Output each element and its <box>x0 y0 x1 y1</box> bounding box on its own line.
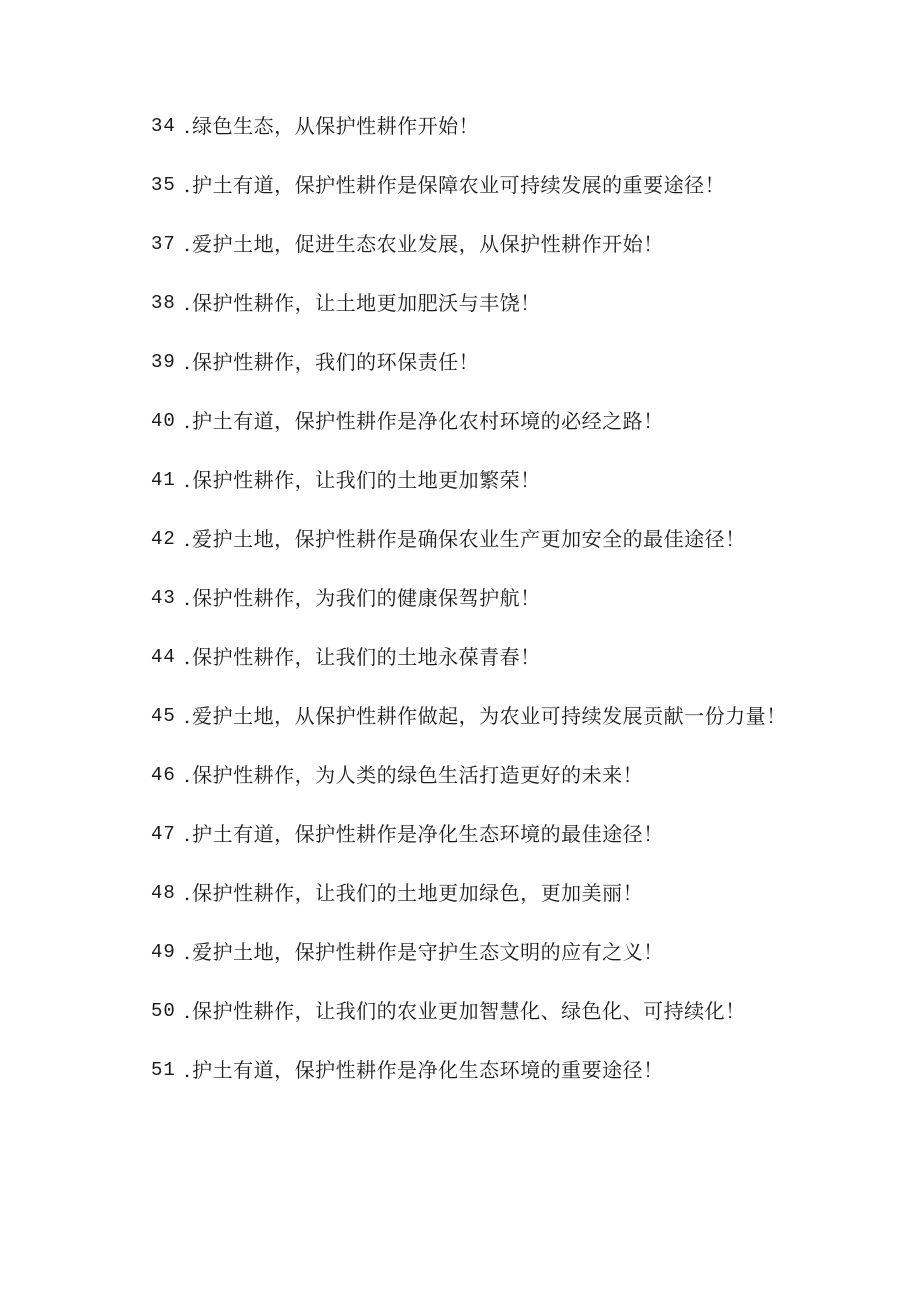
item-number: 39 <box>151 351 176 373</box>
list-item <box>151 229 891 288</box>
list-item <box>151 642 891 701</box>
slogan-list <box>151 111 891 1114</box>
item-text: 保护性耕作，为人类的绿色生活打造更好的未来！ <box>192 763 644 787</box>
item-number: 41 <box>151 469 176 491</box>
item-separator: . <box>183 350 191 374</box>
list-item <box>151 465 891 524</box>
list-item <box>151 937 891 996</box>
list-item <box>151 760 891 819</box>
list-item <box>151 524 891 583</box>
item-text: 护土有道，保护性耕作是净化生态环境的最佳途径！ <box>192 822 664 846</box>
item-text: 保护性耕作，让我们的农业更加智慧化、绿色化、可持续化！ <box>192 999 746 1023</box>
item-text: 保护性耕作，让我们的土地更加绿色，更加美丽！ <box>192 881 644 905</box>
item-separator: . <box>183 586 191 610</box>
list-item <box>151 1055 891 1114</box>
item-number: 46 <box>151 764 176 786</box>
item-number: 51 <box>151 1059 176 1081</box>
item-separator: . <box>183 822 191 846</box>
item-separator: . <box>183 1058 191 1082</box>
item-text: 爱护土地，促进生态农业发展，从保护性耕作开始！ <box>192 232 664 256</box>
list-item <box>151 111 891 170</box>
item-separator: . <box>183 881 191 905</box>
list-item <box>151 583 891 642</box>
item-number: 37 <box>151 233 176 255</box>
item-text: 爱护土地，从保护性耕作做起，为农业可持续发展贡献一份力量！ <box>192 704 787 728</box>
item-text: 保护性耕作，让土地更加肥沃与丰饶！ <box>192 291 541 315</box>
item-number: 44 <box>151 646 176 668</box>
item-text: 护土有道，保护性耕作是保障农业可持续发展的重要途径！ <box>192 173 726 197</box>
item-separator: . <box>183 527 191 551</box>
item-number: 43 <box>151 587 176 609</box>
item-text: 保护性耕作，我们的环保责任！ <box>192 350 480 374</box>
item-separator: . <box>183 999 191 1023</box>
item-text: 护土有道，保护性耕作是净化农村环境的必经之路！ <box>192 409 664 433</box>
list-item <box>151 288 891 347</box>
item-text: 保护性耕作，为我们的健康保驾护航！ <box>192 586 541 610</box>
item-separator: . <box>183 704 191 728</box>
item-number: 45 <box>151 705 176 727</box>
item-number: 49 <box>151 941 176 963</box>
item-number: 50 <box>151 1000 176 1022</box>
item-number: 48 <box>151 882 176 904</box>
item-text: 保护性耕作，让我们的土地永葆青春！ <box>192 645 541 669</box>
item-separator: . <box>183 940 191 964</box>
item-text: 保护性耕作，让我们的土地更加繁荣！ <box>192 468 541 492</box>
item-text: 护土有道，保护性耕作是净化生态环境的重要途径！ <box>192 1058 664 1082</box>
item-separator: . <box>183 468 191 492</box>
list-item <box>151 406 891 465</box>
item-separator: . <box>183 409 191 433</box>
item-number: 42 <box>151 528 176 550</box>
item-separator: . <box>183 763 191 787</box>
item-separator: . <box>183 173 191 197</box>
list-item <box>151 996 891 1055</box>
item-text: 绿色生态，从保护性耕作开始！ <box>192 114 480 138</box>
item-text: 爱护土地，保护性耕作是守护生态文明的应有之义！ <box>192 940 664 964</box>
item-number: 47 <box>151 823 176 845</box>
item-number: 35 <box>151 174 176 196</box>
item-separator: . <box>183 114 191 138</box>
list-item <box>151 819 891 878</box>
list-item <box>151 878 891 937</box>
list-item <box>151 701 891 760</box>
item-separator: . <box>183 645 191 669</box>
item-number: 38 <box>151 292 176 314</box>
list-item <box>151 170 891 229</box>
list-item <box>151 347 891 406</box>
item-separator: . <box>183 291 191 315</box>
item-text: 爱护土地，保护性耕作是确保农业生产更加安全的最佳途径！ <box>192 527 746 551</box>
item-number: 40 <box>151 410 176 432</box>
item-number: 34 <box>151 115 176 137</box>
item-separator: . <box>183 232 191 256</box>
